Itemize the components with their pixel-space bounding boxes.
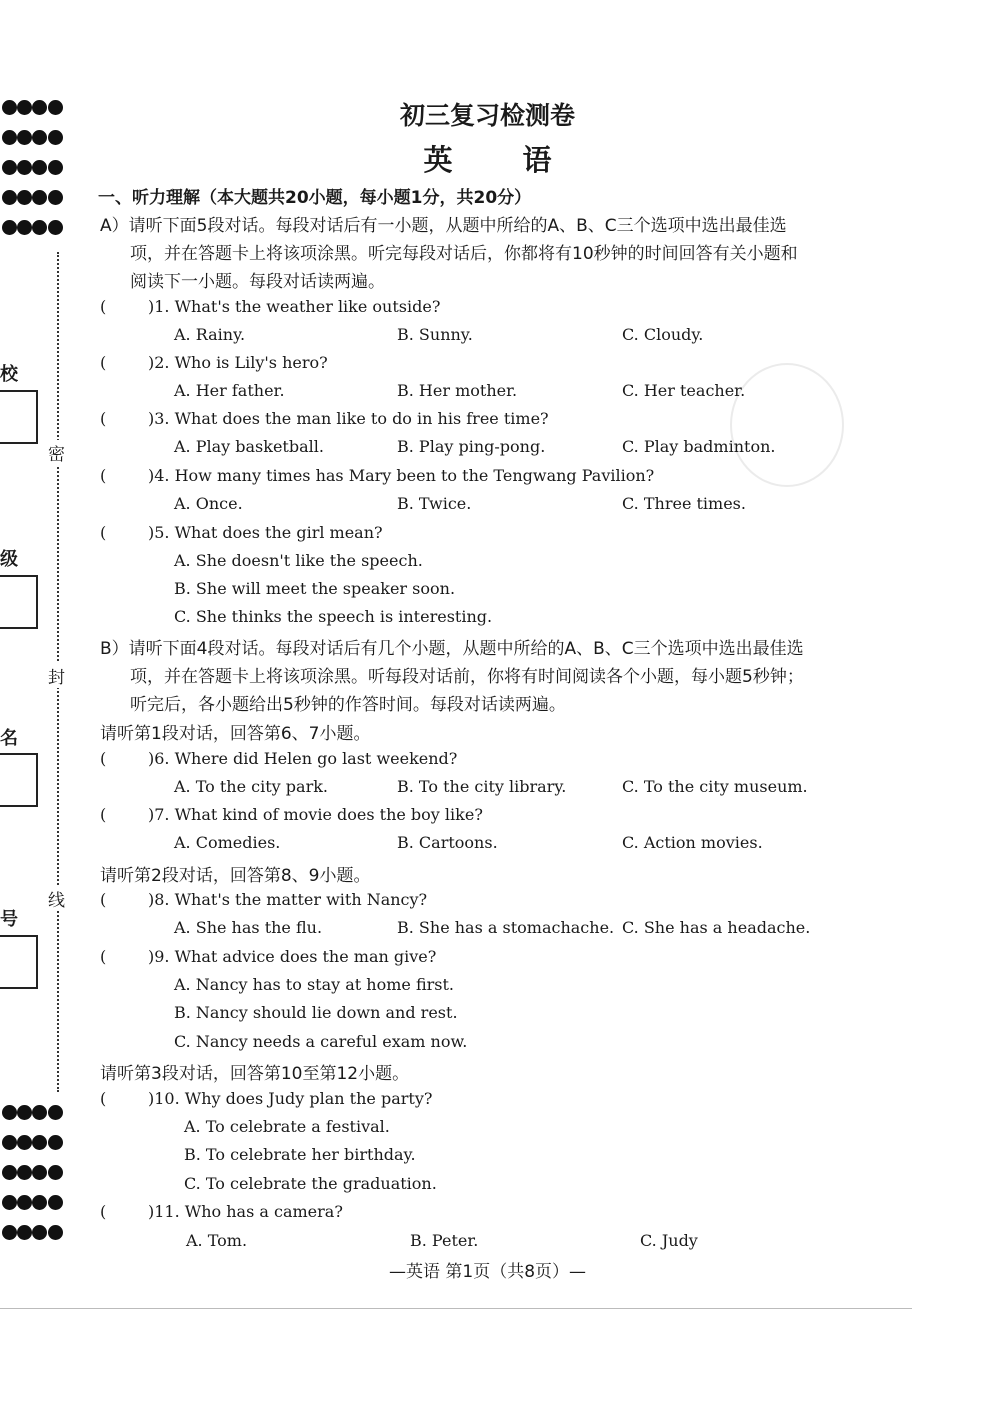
question-11-stem: )11. Who has a camera? <box>148 1202 343 1221</box>
q10-option-b: B. To celebrate her birthday. <box>184 1145 416 1164</box>
answer-paren-7[interactable]: ( <box>100 805 107 824</box>
side-label-class: 级 <box>0 549 18 570</box>
q3-option-a: A. Play basketball. <box>174 437 324 456</box>
q11-option-a: A. Tom. <box>186 1231 248 1250</box>
q5-option-c: C. She thinks the speech is interesting. <box>174 607 493 626</box>
dialog-3-heading: 请听第3段对话，回答第10至第12小题。 <box>100 1064 410 1084</box>
q2-option-a: A. Her father. <box>174 381 285 400</box>
sectionB-instr-1: B）请听下面4段对话。每段对话后有几个小题，从题中所给的A、B、C三个选项中选出最佳选 <box>100 639 804 659</box>
sectionA-instr-2: 项，并在答题卡上将该项涂黑。听完每段对话后，你都将有10秒钟的时间回答有关小题和 <box>130 244 798 264</box>
question-3-stem: )3. What does the man like to do in his free time? <box>148 409 549 428</box>
question-5-stem: )5. What does the girl mean? <box>148 523 383 542</box>
q10-option-c: C. To celebrate the graduation. <box>184 1174 437 1193</box>
answer-paren-1[interactable]: ( <box>100 297 107 316</box>
side-label-school: 校 <box>0 364 18 385</box>
q11-option-b: B. Peter. <box>410 1231 479 1250</box>
side-label-name: 名 <box>0 728 18 749</box>
answer-paren-9[interactable]: ( <box>100 947 107 966</box>
q8-option-b: B. She has a stomachache. <box>397 918 615 937</box>
page-bottom-rule <box>0 1308 912 1309</box>
q7-option-c: C. Action movies. <box>622 833 763 852</box>
question-6-stem: )6. Where did Helen go last weekend? <box>148 749 458 768</box>
dialog-1-heading: 请听第1段对话，回答第6、7小题。 <box>100 724 371 744</box>
answer-paren-2[interactable]: ( <box>100 353 107 372</box>
school-box[interactable] <box>0 390 38 444</box>
name-box[interactable] <box>0 753 38 807</box>
exam-title: 初三复习检测卷 <box>399 101 575 130</box>
q9-option-a: A. Nancy has to stay at home first. <box>174 975 455 994</box>
subject-title: 英 语 <box>423 143 582 177</box>
faded-stamp <box>730 363 844 487</box>
q8-option-c: C. She has a headache. <box>622 918 811 937</box>
answer-paren-10[interactable]: ( <box>100 1089 107 1108</box>
sectionA-instr-1: A）请听下面5段对话。每段对话后有一小题，从题中所给的A、B、C三个选项中选出最佳选 <box>100 216 787 236</box>
class-box[interactable] <box>0 575 38 629</box>
q6-option-c: C. To the city museum. <box>622 777 808 796</box>
q10-option-a: A. To celebrate a festival. <box>184 1117 390 1136</box>
answer-paren-4[interactable]: ( <box>100 466 107 485</box>
page-footer: —英语 第1页（共8页）— <box>388 1262 587 1282</box>
dialog-2-heading: 请听第2段对话，回答第8、9小题。 <box>100 866 371 886</box>
question-2-stem: )2. Who is Lily's hero? <box>148 353 328 372</box>
q1-option-c: C. Cloudy. <box>622 325 704 344</box>
q4-option-a: A. Once. <box>174 494 243 513</box>
answer-paren-3[interactable]: ( <box>100 409 107 428</box>
q2-option-c: C. Her teacher. <box>622 381 746 400</box>
question-10-stem: )10. Why does Judy plan the party? <box>148 1089 433 1108</box>
binding-char-mi: 密 <box>48 440 65 465</box>
question-8-stem: )8. What's the matter with Nancy? <box>148 890 428 909</box>
q2-option-b: B. Her mother. <box>397 381 518 400</box>
question-4-stem: )4. How many times has Mary been to the Tengwang Pavilion? <box>148 466 655 485</box>
part1-heading: 一、听力理解（本大题共20小题，每小题1分，共20分） <box>98 188 532 208</box>
binding-char-feng: 封 <box>48 663 65 688</box>
question-9-stem: )9. What advice does the man give? <box>148 947 437 966</box>
q6-option-b: B. To the city library. <box>397 777 567 796</box>
q1-option-a: A. Rainy. <box>174 325 246 344</box>
sectionB-instr-3: 听完后，各小题给出5秒钟的作答时间。每段对话读两遍。 <box>130 695 566 715</box>
q7-option-a: A. Comedies. <box>174 833 281 852</box>
q8-option-a: A. She has the flu. <box>174 918 323 937</box>
q3-option-b: B. Play ping-pong. <box>397 437 546 456</box>
answer-paren-8[interactable]: ( <box>100 890 107 909</box>
q4-option-c: C. Three times. <box>622 494 746 513</box>
answer-paren-5[interactable]: ( <box>100 523 107 542</box>
q3-option-c: C. Play badminton. <box>622 437 776 456</box>
q4-option-b: B. Twice. <box>397 494 472 513</box>
q1-option-b: B. Sunny. <box>397 325 473 344</box>
number-box[interactable] <box>0 935 38 989</box>
binding-char-xian: 线 <box>48 886 65 911</box>
sectionB-instr-2: 项，并在答题卡上将该项涂黑。听每段对话前，你将有时间阅读各个小题，每小题5秒钟； <box>130 667 804 687</box>
binding-dots-bottom <box>0 1105 70 1245</box>
q9-option-c: C. Nancy needs a careful exam now. <box>174 1032 468 1051</box>
q11-option-c: C. Judy <box>640 1231 698 1250</box>
q9-option-b: B. Nancy should lie down and rest. <box>174 1003 458 1022</box>
answer-paren-6[interactable]: ( <box>100 749 107 768</box>
sectionA-instr-3: 阅读下一小题。每段对话读两遍。 <box>130 272 385 292</box>
side-label-number: 号 <box>0 909 18 930</box>
q5-option-a: A. She doesn't like the speech. <box>174 551 423 570</box>
q5-option-b: B. She will meet the speaker soon. <box>174 579 456 598</box>
question-7-stem: )7. What kind of movie does the boy like? <box>148 805 483 824</box>
question-1-stem: )1. What's the weather like outside? <box>148 297 441 316</box>
q6-option-a: A. To the city park. <box>174 777 329 796</box>
q7-option-b: B. Cartoons. <box>397 833 498 852</box>
answer-paren-11[interactable]: ( <box>100 1202 107 1221</box>
